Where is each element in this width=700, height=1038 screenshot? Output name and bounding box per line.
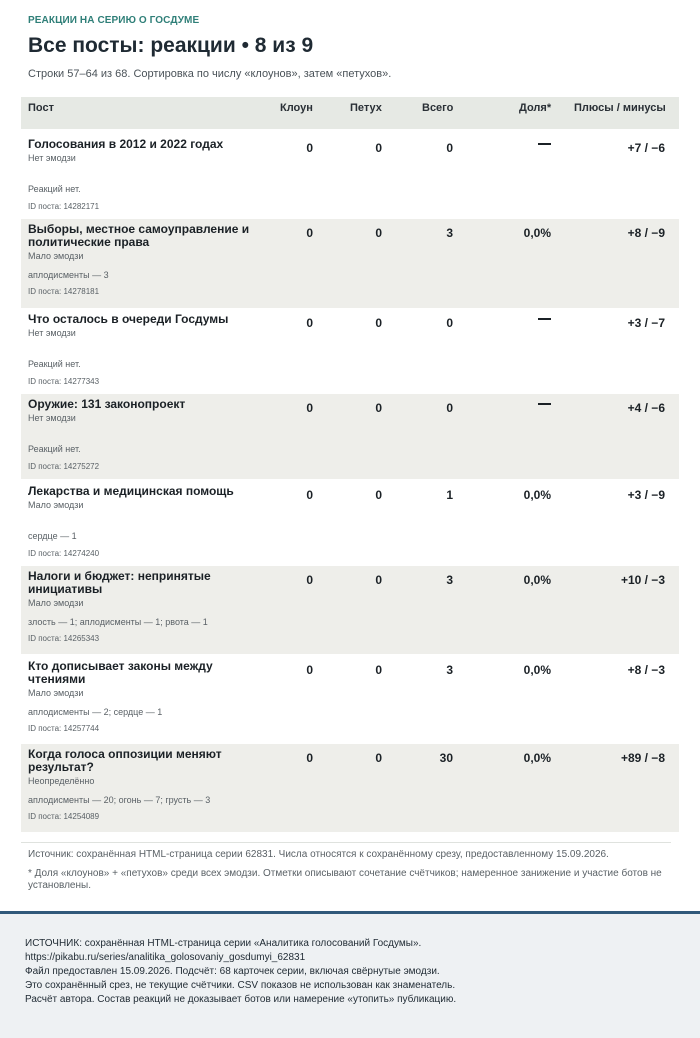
post-id: ID поста: 14257744 <box>28 724 100 733</box>
page-subtitle: Строки 57–64 из 68. Сортировка по числу «клоунов», затем «петухов». <box>28 68 392 80</box>
post-title: Что осталось в очереди Госдумы <box>28 312 229 326</box>
clown-count: 0 <box>306 316 313 330</box>
plus-minus: +3 / −9 <box>627 488 665 502</box>
share-value: 0,0% <box>523 226 551 240</box>
page-title: Все посты: реакции • 8 из 9 <box>28 34 314 57</box>
total-count: 0 <box>446 141 453 155</box>
post-title: Оружие: 131 законопроект <box>28 397 186 411</box>
kicker: РЕАКЦИИ НА СЕРИЮ О ГОСДУМЕ <box>28 15 200 26</box>
post-id: ID поста: 14265343 <box>28 634 100 643</box>
emoji-breakdown: Реакций нет. <box>28 359 81 369</box>
total-count: 3 <box>446 663 453 677</box>
post-id: ID поста: 14278181 <box>28 287 100 296</box>
post-title: Лекарства и медицинская помощь <box>28 484 234 498</box>
footer-line: Файл предоставлен 15.09.2026. Подсчёт: 68 карточек серии, включая свёрнутые эмодзи. <box>25 966 440 977</box>
total-count: 3 <box>446 226 453 240</box>
table-row <box>21 309 679 392</box>
clown-count: 0 <box>306 141 313 155</box>
rooster-count: 0 <box>375 141 382 155</box>
clown-count: 0 <box>306 573 313 587</box>
total-count: 3 <box>446 573 453 587</box>
col-share: Доля* <box>519 102 552 114</box>
post-title-line2: политические права <box>28 235 150 249</box>
total-count: 0 <box>446 401 453 415</box>
post-title: Когда голоса оппозиции меняют <box>28 747 222 761</box>
share-value: 0,0% <box>523 573 551 587</box>
footer-line: ИСТОЧНИК: сохранённая HTML-страница серии «Аналитика голосований Госдумы». <box>25 938 422 949</box>
post-id: ID поста: 14277343 <box>28 377 100 386</box>
footer-link[interactable]: https://pikabu.ru/series/analitika_golosovaniy_gosdumyi_62831 <box>25 952 306 963</box>
post-title: Налоги и бюджет: непринятые <box>28 569 211 583</box>
post-title: Кто дописывает законы между <box>28 659 213 673</box>
emoji-breakdown: Реакций нет. <box>28 444 81 454</box>
emoji-level: Нет эмодзи <box>28 153 76 163</box>
post-id: ID поста: 14274240 <box>28 549 100 558</box>
emoji-breakdown: аплодисменты — 20; огонь — 7; грусть — 3 <box>28 795 211 805</box>
table-row <box>21 744 679 832</box>
post-id: ID поста: 14275272 <box>28 462 100 471</box>
clown-count: 0 <box>306 401 313 415</box>
share-value: 0,0% <box>523 663 551 677</box>
clown-count: 0 <box>306 663 313 677</box>
footer-line: Это сохранённый срез, не текущие счётчики. CSV показов не использован как знаменатель. <box>25 980 456 991</box>
table-row <box>21 566 679 654</box>
table-row <box>21 134 679 217</box>
rooster-count: 0 <box>375 573 382 587</box>
rooster-count: 0 <box>375 316 382 330</box>
rooster-count: 0 <box>375 226 382 240</box>
table-row <box>21 481 679 564</box>
col-total: Всего <box>422 102 454 114</box>
col-post: Пост <box>28 102 54 114</box>
clown-count: 0 <box>306 226 313 240</box>
table-row <box>21 656 679 742</box>
clown-count: 0 <box>306 751 313 765</box>
col-clown: Клоун <box>280 102 313 114</box>
share-empty-dash <box>538 403 551 405</box>
emoji-breakdown: Реакций нет. <box>28 184 81 194</box>
footnote: * Доля «клоунов» + «петухов» среди всех эмодзи. Отметки описывают сочетание счётчиков; намеренное занижение и участие ботов не установлены. <box>28 868 662 891</box>
footer-line: Расчёт автора. Состав реакций не доказывает ботов или намерение «утопить» публикацию. <box>25 994 457 1005</box>
plus-minus: +3 / −7 <box>627 316 665 330</box>
clown-count: 0 <box>306 488 313 502</box>
plus-minus: +8 / −9 <box>627 226 665 240</box>
plus-minus: +7 / −6 <box>627 141 665 155</box>
plus-minus: +89 / −8 <box>620 751 665 765</box>
post-title: Голосования в 2012 и 2022 годах <box>28 137 224 151</box>
emoji-level: Мало эмодзи <box>28 500 84 510</box>
plus-minus: +4 / −6 <box>627 401 665 415</box>
table-row <box>21 219 679 308</box>
post-title-line2: инициативы <box>28 582 103 596</box>
rooster-count: 0 <box>375 488 382 502</box>
emoji-level: Неопределённо <box>28 776 95 786</box>
emoji-breakdown: сердце — 1 <box>28 531 77 541</box>
rooster-count: 0 <box>375 401 382 415</box>
emoji-level: Мало эмодзи <box>28 251 84 261</box>
post-title-line2: результат? <box>28 760 94 774</box>
post-title-line2: чтениями <box>28 672 86 686</box>
post-title: Выборы, местное самоуправление и <box>28 222 250 236</box>
emoji-level: Мало эмодзи <box>28 688 84 698</box>
plus-minus: +10 / −3 <box>620 573 665 587</box>
source-note: Источник: сохранённая HTML-страница серии 62831. Числа относятся к сохранённому срезу, предоставленному 15.09.2026. <box>28 849 609 860</box>
col-rooster: Петух <box>350 102 382 114</box>
share-value: 0,0% <box>523 488 551 502</box>
share-empty-dash <box>538 318 551 320</box>
total-count: 1 <box>446 488 453 502</box>
rooster-count: 0 <box>375 663 382 677</box>
emoji-breakdown: аплодисменты — 3 <box>28 270 109 280</box>
share-value: 0,0% <box>523 751 551 765</box>
emoji-level: Нет эмодзи <box>28 328 76 338</box>
table-header <box>21 97 679 129</box>
share-empty-dash <box>538 143 551 145</box>
total-count: 0 <box>446 316 453 330</box>
table-row <box>21 394 679 479</box>
plus-minus: +8 / −3 <box>627 663 665 677</box>
post-id: ID поста: 14254089 <box>28 812 100 821</box>
emoji-level: Нет эмодзи <box>28 413 76 423</box>
post-id: ID поста: 14282171 <box>28 202 100 211</box>
divider <box>21 842 671 843</box>
rooster-count: 0 <box>375 751 382 765</box>
total-count: 30 <box>439 751 453 765</box>
col-plusminus: Плюсы / минусы <box>574 102 666 114</box>
footer <box>0 911 700 1038</box>
emoji-breakdown: злость — 1; аплодисменты — 1; рвота — 1 <box>28 617 208 627</box>
emoji-breakdown: аплодисменты — 2; сердце — 1 <box>28 707 163 717</box>
emoji-level: Мало эмодзи <box>28 598 84 608</box>
